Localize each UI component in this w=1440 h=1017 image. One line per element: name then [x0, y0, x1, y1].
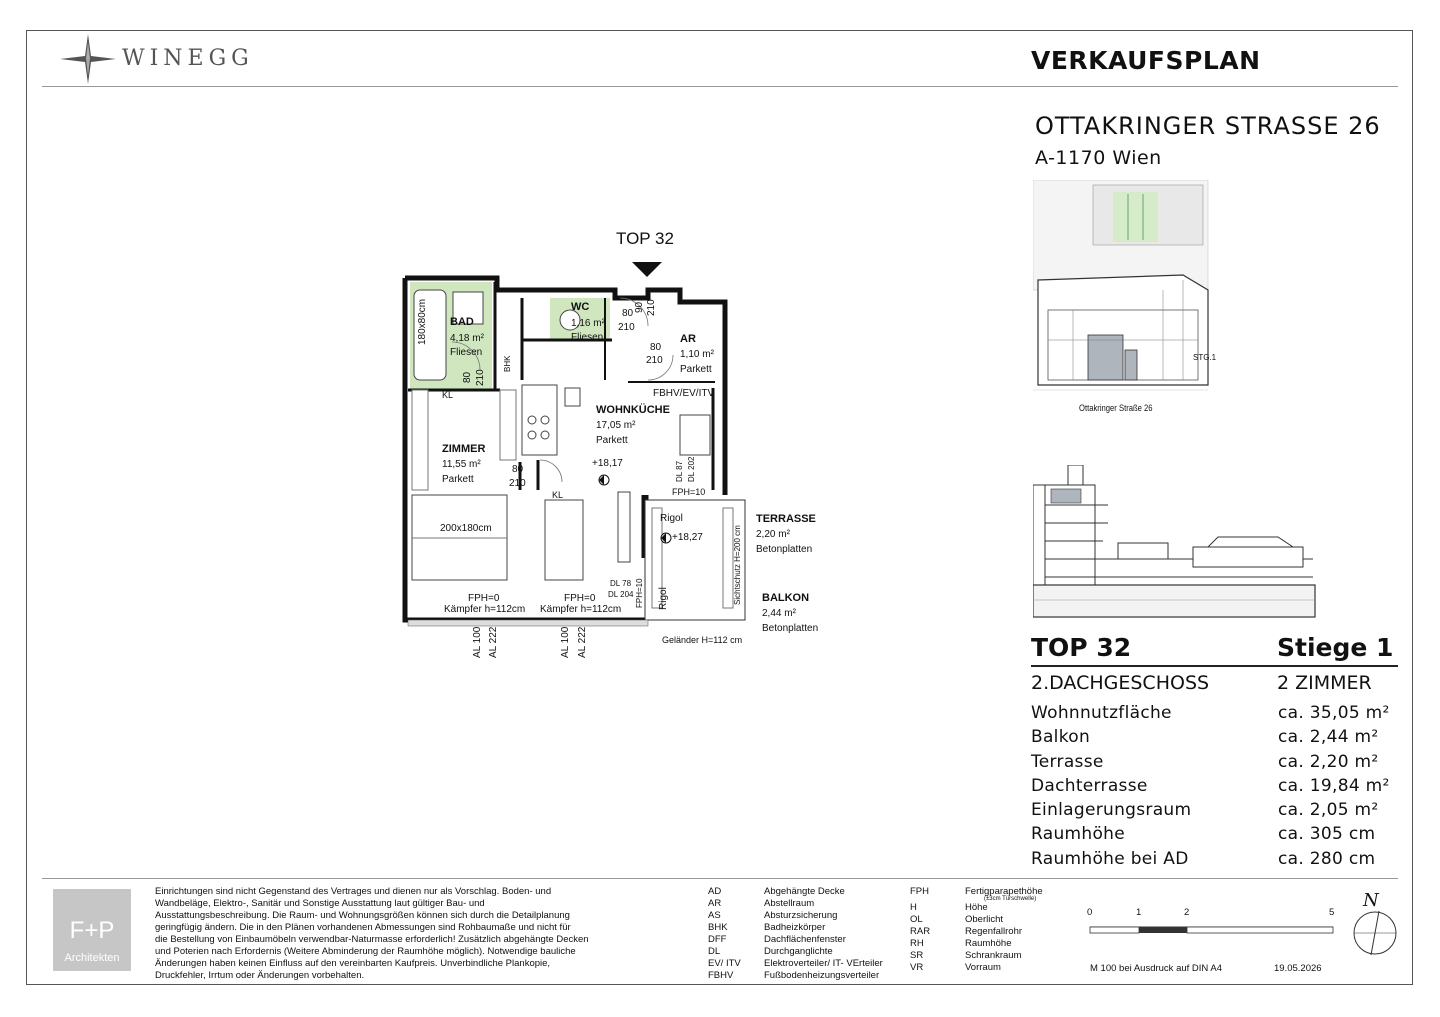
door-wc-height: 210	[618, 322, 635, 333]
summary-row-label: Balkon	[1031, 727, 1091, 748]
balkon-area: 2,44 m²	[762, 608, 796, 619]
summary-row-value: ca. 305 cm	[1278, 824, 1376, 845]
site-plan	[1033, 180, 1217, 415]
summary-row-label: Dachterrasse	[1031, 775, 1148, 796]
disclaimer-line: Druckfehler, Irrtum oder Änderungen vorbehalten.	[155, 970, 365, 981]
summary-row-value: ca. 2,05 m²	[1278, 800, 1379, 821]
bad-name: BAD	[450, 316, 474, 328]
terrasse-floor: Betonplatten	[756, 544, 813, 555]
legend-desc: Raumhöhe	[965, 938, 1012, 949]
legend-abbr: VR	[910, 962, 924, 973]
summary-row-value: ca. 2,44 m²	[1278, 727, 1379, 748]
legend-entry	[708, 886, 908, 898]
door-bad-width: 80	[462, 371, 473, 383]
winegg-logo	[60, 34, 270, 84]
al100-kueche: AL 100	[560, 626, 571, 658]
level-wohnkueche: +18,17	[592, 458, 623, 469]
legend-abbr: EV/ ITV	[708, 958, 741, 969]
summary-row	[1031, 824, 1401, 848]
door-wc-width: 80	[622, 308, 634, 319]
summary-table	[1031, 703, 1401, 873]
summary-rooms: 2 ZIMMER	[1277, 672, 1372, 694]
al222-zimmer: AL 222	[488, 626, 499, 658]
summary-row-label: Wohnnutzfläche	[1031, 703, 1172, 723]
disclaimer-line: geringfügig ändern. Die in den Plänen vorhandenen Abmessungen sind Rohbaumaße und nicht für	[155, 922, 571, 933]
legend-entry	[708, 958, 908, 970]
fph-note: (±3cm Türschwelle)	[984, 896, 1037, 902]
summary-row	[1031, 703, 1401, 727]
scale-tick-5: 5	[1329, 907, 1335, 918]
rigol-top: Rigol	[660, 513, 683, 524]
legend-desc: Oberlicht	[965, 914, 1004, 925]
kl-label-kueche: KL	[552, 490, 564, 500]
disclaimer-line: Änderungen haben keinen Einfluss auf den vereinbarten Kaufpreis. Unverbindliche Plankopie,	[155, 958, 551, 969]
street-address: OTTAKRINGER STRASSE 26	[1035, 112, 1381, 140]
dl204-label: DL 204	[608, 590, 634, 599]
ar-name: AR	[680, 333, 696, 345]
legend-entry	[708, 922, 908, 934]
legend-entry	[910, 962, 1070, 974]
bed-size: 200x180cm	[440, 523, 492, 534]
kaempfer-kueche: Kämpfer h=112cm	[540, 604, 622, 615]
disclaimer-line: Wandbeläge, Elektro-, Sanitär und Sonstige Ausstattung laut gültiger Bau- und	[155, 898, 485, 909]
legend-abbr: H	[910, 902, 917, 913]
legend-abbr: RAR	[910, 926, 931, 937]
legend-entry	[910, 926, 1070, 938]
summary-row-value: ca. 2,20 m²	[1278, 751, 1379, 772]
legend-desc: Höhe	[965, 902, 988, 913]
fph10-balkon: FPH=10	[635, 578, 644, 608]
legend-entry	[708, 970, 908, 982]
legend-desc: Dachflächenfenster	[764, 934, 846, 945]
fph0-kueche: FPH=0	[564, 593, 596, 604]
entry-door-width: 90	[634, 301, 645, 313]
legend-desc: Fertigparapethöhe	[965, 886, 1043, 897]
architect-logo	[53, 889, 131, 971]
legend-abbr: FPH	[910, 886, 929, 897]
brand-name: WINEGG	[122, 46, 254, 71]
summary-row-value: ca. 19,84 m²	[1278, 775, 1390, 796]
legend-entry	[708, 910, 908, 922]
door-zimmer-height: 210	[509, 478, 526, 489]
door-zimmer-width: 80	[512, 464, 524, 475]
disclaimer-line: die Bestellung von Einbaumöbeln verwendbar-Naturmasse erforderlich! Zusätzlich abgehängte Decken	[155, 934, 589, 945]
legend-desc: Durchganglichte	[764, 946, 833, 957]
door-bad-height: 210	[475, 369, 486, 386]
header-rule	[42, 86, 1398, 87]
bad-area: 4,18 m²	[450, 333, 484, 344]
summary-rule	[1031, 665, 1398, 667]
disclaimer-line: Einrichtungen sind nicht Gegenstand des Vertrages und dienen nur als Vorschlag. Boden- und	[155, 886, 552, 897]
footer-rule	[42, 878, 1398, 879]
door-ar-width: 80	[650, 342, 662, 353]
summary-row-value: ca. 280 cm	[1278, 848, 1376, 869]
summary-top: TOP 32	[1031, 633, 1132, 662]
legend-abbr: SR	[910, 950, 924, 961]
scale-bar	[1085, 905, 1345, 945]
wc-floor: Fliesen	[571, 332, 604, 343]
disclaimer-line: Ausstattungsbeschreibung. Die Raum- und Wohnungsgrößen können sich durch die Detailplanung	[155, 910, 570, 921]
terrasse-name: TERRASSE	[756, 513, 816, 525]
level-marker-icon	[661, 533, 671, 543]
fph0-zimmer: FPH=0	[468, 593, 500, 604]
summary-row	[1031, 727, 1401, 751]
summary-row	[1031, 800, 1401, 824]
terrasse-area: 2,20 m²	[756, 529, 790, 540]
zimmer-name: ZIMMER	[442, 443, 486, 455]
plan-labels	[417, 299, 818, 658]
legend-desc: Abstellraum	[764, 898, 815, 909]
summary-row-label: Raumhöhe	[1031, 824, 1125, 845]
scale-tick-1: 1	[1136, 907, 1142, 918]
legend-abbr: AR	[708, 898, 722, 909]
summary-row	[1031, 849, 1401, 873]
gelaender-label: Geländer H=112 cm	[662, 635, 743, 645]
legend-abbr: DFF	[708, 934, 727, 945]
balkon-name: BALKON	[762, 592, 810, 604]
legend-desc: Absturzsicherung	[764, 910, 838, 921]
ar-area: 1,10 m²	[680, 349, 714, 360]
north-label: N	[1363, 890, 1379, 911]
bathtub-size: 180x80cm	[417, 298, 428, 345]
level-marker-icon	[599, 475, 609, 485]
summary-row-value: ca. 35,05 m²	[1278, 703, 1390, 723]
entry-door-height: 210	[646, 299, 657, 316]
north-arrow-icon	[1350, 890, 1400, 956]
legend-desc: Fußbodenheizungsverteiler	[764, 970, 880, 981]
legend-desc: Vorraum	[965, 962, 1001, 973]
legend-entry	[910, 938, 1070, 950]
page-title: VERKAUFSPLAN	[1031, 46, 1261, 75]
wc-name: WC	[571, 301, 590, 313]
wohnkueche-area: 17,05 m²	[596, 420, 636, 431]
level-terrasse: +18,27	[672, 532, 703, 543]
ar-floor: Parkett	[680, 364, 712, 375]
wohnkueche-name: WOHNKÜCHE	[596, 404, 670, 416]
zimmer-floor: Parkett	[442, 474, 474, 485]
unit-label: TOP 32	[616, 229, 674, 248]
legend-abbr: OL	[910, 914, 923, 925]
al222-kueche: AL 222	[577, 626, 588, 658]
stair-label: STG.1	[1193, 353, 1217, 362]
legend-abbr: AS	[708, 910, 721, 921]
legend-entry	[708, 946, 908, 958]
legend-desc: Schrankraum	[965, 950, 1022, 961]
rigol-side: Rigol	[658, 587, 669, 610]
city: A-1170 Wien	[1035, 147, 1162, 169]
bad-floor: Fliesen	[450, 347, 483, 358]
zimmer-area: 11,55 m²	[442, 459, 481, 470]
architect-logo-text: F+P	[69, 917, 115, 944]
disclaimer-line: und Poterien nach Erfordernis (Weitere Abminderung der Raumhöhe möglich). Notwendige bauliche	[155, 946, 576, 957]
building-section	[1033, 465, 1323, 620]
fph10-terrasse: FPH=10	[672, 487, 706, 497]
summary-row-label: Terrasse	[1031, 751, 1104, 772]
legend-desc: Badheizkörper	[764, 922, 826, 933]
summary-floor: 2.DACHGESCHOSS	[1031, 672, 1210, 694]
summary-row-label: Raumhöhe bei AD	[1031, 848, 1189, 869]
floor-plan	[390, 220, 830, 660]
legend-entry	[910, 902, 1070, 914]
bhk-label: BHK	[503, 355, 512, 372]
summary-row	[1031, 752, 1401, 776]
legend-abbr: RH	[910, 938, 924, 949]
plan-date: 19.05.2026	[1274, 963, 1322, 974]
sichtschutz-label: Sichtschutz H=200 cm	[733, 525, 742, 605]
legend-entry	[708, 934, 908, 946]
legend-abbr: FBHV	[708, 970, 734, 981]
legend-entry	[708, 898, 908, 910]
legend-abbr: AD	[708, 886, 722, 897]
wc-area: 1,16 m²	[571, 318, 605, 329]
scale-note: M 100 bei Ausdruck auf DIN A4	[1090, 963, 1223, 974]
legend-abbr: DL	[708, 946, 721, 957]
legend-desc: Abgehängte Decke	[764, 886, 845, 897]
dl202-label: DL 202	[687, 456, 696, 482]
legend-desc: Elektroverteiler/ IT- VErteiler	[764, 958, 883, 969]
legend-desc: Regenfallrohr	[965, 926, 1023, 937]
architect-name: Architekten	[64, 952, 120, 964]
balkon-floor: Betonplatten	[762, 623, 819, 634]
legend-entry	[910, 914, 1070, 926]
summary-stiege: Stiege 1	[1277, 633, 1394, 662]
kaempfer-zimmer: Kämpfer h=112cm	[444, 604, 526, 615]
entrance-arrow-icon	[632, 262, 662, 277]
al100-zimmer: AL 100	[472, 626, 483, 658]
fbhv-label: FBHV/EV/ITV	[653, 388, 715, 399]
scale-tick-0: 0	[1087, 907, 1093, 918]
dl78-label: DL 78	[610, 579, 632, 588]
door-ar-height: 210	[646, 355, 663, 366]
legend-left	[708, 886, 908, 982]
site-street-label: Ottakringer Straße 26	[1079, 403, 1153, 413]
dl87-label: DL 87	[675, 460, 684, 482]
summary-row	[1031, 776, 1401, 800]
legend-entry	[910, 950, 1070, 962]
wohnkueche-floor: Parkett	[596, 435, 628, 446]
disclaimer-text	[155, 886, 625, 982]
scale-tick-2: 2	[1184, 907, 1190, 918]
summary-row-label: Einlagerungsraum	[1031, 800, 1192, 821]
kl-label-zimmer: KL	[442, 390, 454, 400]
legend-abbr: BHK	[708, 922, 728, 933]
compass-star-icon	[60, 34, 116, 84]
